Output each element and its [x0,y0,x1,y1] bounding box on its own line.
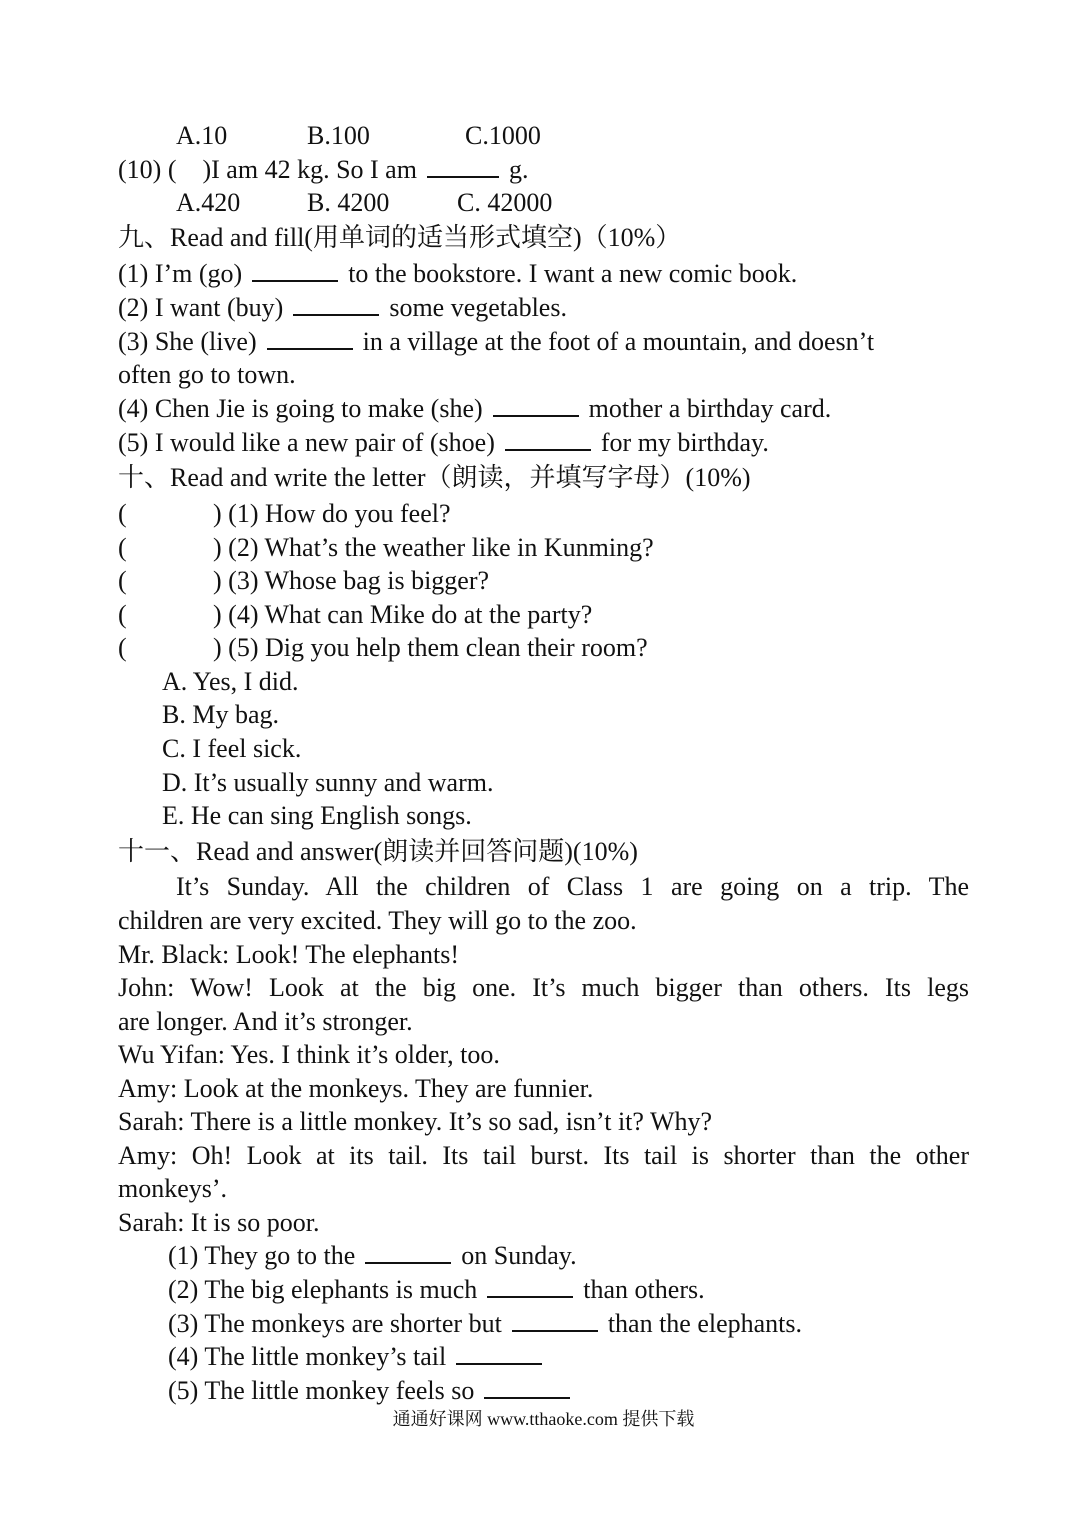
question-text: ) (1) How do you feel? [213,499,451,528]
answer-option: B. My bag. [162,700,279,729]
answer-question [168,1307,969,1341]
section-10-heading: 十、Read and write the letter（朗读，并填写字母）(10%) [118,463,751,492]
question-rest: than the elephants. [607,1309,803,1338]
passage-line: Amy: Look at the monkeys. They are funnier. [118,1074,594,1103]
fill-item-prompt: (4) Chen Jie is going to make (she) [118,394,483,423]
section-11-heading: 十一、Read and answer(朗读并回答问题)(10%) [118,837,638,866]
answer-blank[interactable] [493,393,579,417]
question-text: ) (5) Dig you help them clean their room? [213,633,648,662]
q10-prefix: (10) ( [118,155,177,184]
fill-item-rest: for my birthday. [600,428,769,457]
answer-question [168,1239,969,1273]
answer-paren[interactable]: ( [118,633,127,662]
fill-item [118,257,969,291]
answer-blank[interactable] [484,1375,570,1399]
answer-paren[interactable]: ( [118,499,127,528]
passage-line: Sarah: There is a little monkey. It’s so sad, isn’t it? Why? [118,1107,713,1136]
answer-blank[interactable] [456,1341,542,1365]
section-9-heading: 九、Read and fill(用单词的适当形式填空)（10%） [118,223,682,252]
page-footer: 通通好课网 www.tthaoke.com 提供下载 [392,1409,695,1429]
fill-item [118,291,969,325]
question-text: ) (2) What’s the weather like in Kunming? [213,533,654,562]
match-question [118,631,969,665]
answer-blank[interactable] [252,258,338,282]
answer-option: A. Yes, I did. [162,667,299,696]
passage-line: children are very excited. They will go to the zoo. [118,906,637,935]
question-text: ) (4) What can Mike do at the party? [213,600,593,629]
passage-line: monkeys’. [118,1174,228,1203]
fill-item-prompt: (1) I’m (go) [118,259,243,288]
answer-paren[interactable]: ( [118,600,127,629]
answer-blank[interactable] [505,427,591,451]
match-question [118,531,969,565]
option-a: A.420 [176,188,241,217]
fill-item [118,426,969,460]
fill-item-rest: mother a birthday card. [588,394,832,423]
passage-line: John: Wow! Look at the big one. It’s much bigger than others. Its legs [118,973,969,1002]
answer-blank[interactable] [293,292,379,316]
question-rest: than others. [583,1275,705,1304]
passage-line: It’s Sunday. All the children of Class 1 are going on a trip. The [176,872,969,901]
answer-question [168,1273,969,1307]
answer-question [168,1340,969,1374]
answer-option: E. He can sing English songs. [162,801,472,830]
q9-options [176,119,969,153]
q10-options [176,186,969,220]
question-prompt: (5) The little monkey feels so [168,1376,475,1405]
answer-question [168,1374,969,1408]
option-b: B.100 [307,121,370,150]
q10-question [118,153,969,187]
fill-item-prompt: (3) She (live) [118,327,257,356]
q10-text: )I am 42 kg. So I am [202,155,417,184]
passage-line: Wu Yifan: Yes. I think it’s older, too. [118,1040,500,1069]
passage-line: Mr. Black: Look! The elephants! [118,940,460,969]
fill-item-rest: some vegetables. [389,293,567,322]
answer-blank[interactable] [427,154,499,178]
fill-item-prompt: (5) I would like a new pair of (shoe) [118,428,495,457]
question-rest: on Sunday. [461,1241,577,1270]
answer-paren[interactable]: ( [118,533,127,562]
answer-blank[interactable] [512,1308,598,1332]
option-a: A.10 [176,121,228,150]
question-prompt: (3) The monkeys are shorter but [168,1309,502,1338]
fill-item [118,325,969,359]
option-c: C. 42000 [457,188,553,217]
fill-item-prompt: (2) I want (buy) [118,293,284,322]
q10-unit: g. [508,155,529,184]
question-text: ) (3) Whose bag is bigger? [213,566,490,595]
answer-blank[interactable] [365,1240,451,1264]
match-question [118,598,969,632]
passage-line: Amy: Oh! Look at its tail. Its tail burst. Its tail is shorter than the other [118,1141,969,1170]
option-b: B. 4200 [307,188,390,217]
match-question [118,497,969,531]
answer-blank[interactable] [267,326,353,350]
passage-line: are longer. And it’s stronger. [118,1007,413,1036]
passage-line: Sarah: It is so poor. [118,1208,320,1237]
fill-item-rest: in a village at the foot of a mountain, and doesn’t [362,327,875,356]
answer-blank[interactable] [487,1274,573,1298]
answer-paren[interactable]: ( [118,566,127,595]
option-c: C.1000 [465,121,541,150]
answer-option: C. I feel sick. [162,734,302,763]
fill-item-rest: to the bookstore. I want a new comic book. [348,259,798,288]
answer-option: D. It’s usually sunny and warm. [162,768,494,797]
match-question [118,564,969,598]
question-prompt: (2) The big elephants is much [168,1275,478,1304]
question-prompt: (1) They go to the [168,1241,356,1270]
fill-item [118,392,969,426]
fill-item-continuation: often go to town. [118,360,296,389]
question-prompt: (4) The little monkey’s tail [168,1342,447,1371]
